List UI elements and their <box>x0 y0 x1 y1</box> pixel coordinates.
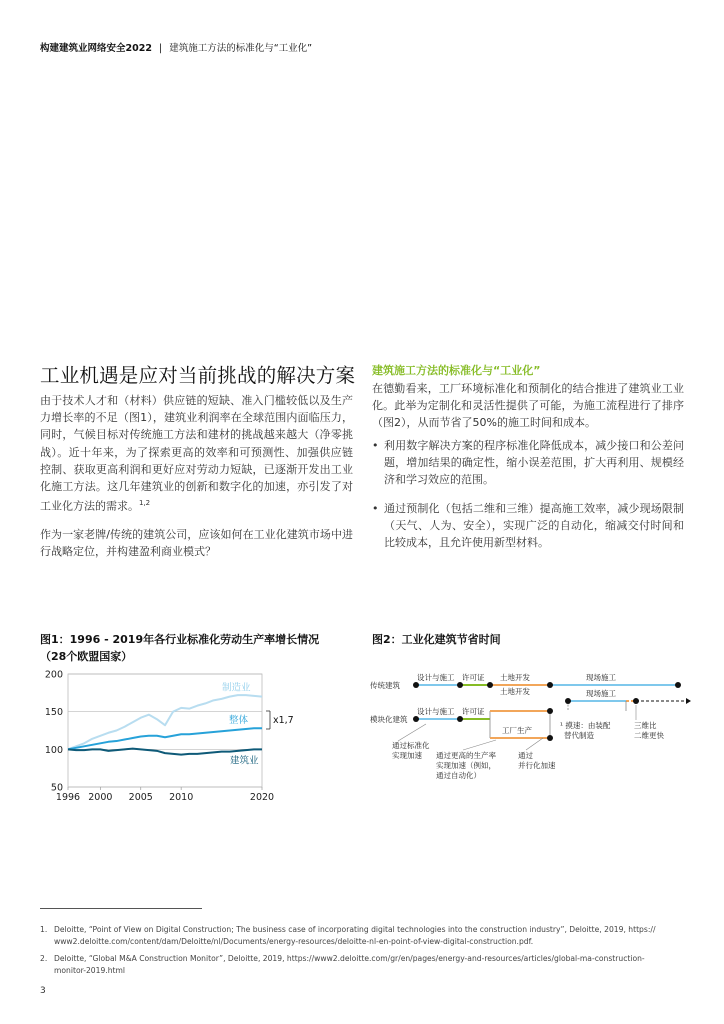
bullet-item: • 利用数字解决方案的程序标准化降低成本，减少接口和公差问题，增加结果的确定性，缩小误差范围，扩大再利用、规模经济和学习效应的范围。 <box>372 437 684 489</box>
ann-3d-line1: 三维比 <box>634 721 657 730</box>
right-bullet-list <box>372 437 684 562</box>
left-paragraph-1-sup: 1,2 <box>139 499 151 508</box>
x-tick-label: 2005 <box>128 792 153 803</box>
x-tick-label: 2010 <box>169 792 194 803</box>
chart-y-ticks <box>45 670 63 794</box>
right-paragraph: 在德勤看来，工厂环境标准化和预制化的结合推进了建筑业工业化。此举为定制化和灵活性提供了可能，为施工流程进行了排序（图2），从而节省了50%的施工时间和成本。 <box>372 382 684 430</box>
y-tick-label: 50 <box>50 782 63 794</box>
timeline-node <box>457 682 463 688</box>
row2-step-design: 设计与施工 <box>417 707 455 716</box>
series-line-2 <box>68 728 262 749</box>
figure1-line-chart <box>30 665 330 805</box>
annotation-3d <box>634 705 664 740</box>
row1-step-site: 现场施工 <box>586 673 616 682</box>
header-section-title: 建筑施工方法的标准化与“工业化” <box>169 43 313 54</box>
row1-label: 传统建筑 <box>370 681 400 690</box>
timeline-node <box>633 698 639 704</box>
ann-production-line3: 通过自动化） <box>436 771 481 780</box>
ann-3d-line2: 二维更快 <box>634 731 664 740</box>
footnote-1-num: 1. <box>40 925 48 934</box>
y-tick-label: 150 <box>44 707 63 719</box>
ann-assembly-line1: ¹ 摸速：由装配 <box>560 721 611 730</box>
running-header <box>40 40 312 54</box>
arrow-icon <box>686 698 691 704</box>
left-paragraph-2: 作为一家老牌/传统的建筑公司，应该如何在工业化建筑市场中进行战略定位，并构建盈利商业模式？ <box>40 528 353 559</box>
x-tick-label: 1996 <box>55 792 81 803</box>
timeline-node <box>413 716 419 722</box>
timeline-node <box>547 735 553 741</box>
footnote-1 <box>40 924 680 949</box>
row1-step-design: 设计与施工 <box>417 673 455 682</box>
ann-parallel-line2: 并行化加速 <box>518 761 556 770</box>
series-label-3: 建筑业 <box>230 755 259 767</box>
series-label-2: 整体 <box>228 714 248 726</box>
left-paragraph-1 <box>40 392 353 515</box>
footnote-2-line1: Deloitte, “Global M&A Construction Monitor”, Deloitte, 2019, https://www2.deloitte.com/gr/en/pages/energy-and-resources/articles/global-ma-construction- <box>54 954 645 963</box>
bullet-item: • 通过预制化（包括二维和三维）提高施工效率，减少现场限制（天气、人为、安全），实现广泛的自动化，缩减交付时间和比较成本，且允许使用新型材料。 <box>372 500 684 552</box>
series-label-1: 制造业 <box>222 682 251 694</box>
header-separator: | <box>158 43 163 54</box>
ann-standard-line2: 实现加速 <box>392 751 422 760</box>
row2-label: 模块化建筑 <box>370 715 408 724</box>
annotation-parallelization <box>518 738 556 770</box>
x-tick-label: 2020 <box>249 792 275 803</box>
timeline-node <box>565 698 571 704</box>
annotation-productivity <box>436 740 496 780</box>
multiplier-bracket <box>266 711 294 729</box>
row2-step-site: 现场施工 <box>586 689 616 698</box>
row1-step-land: 土地开发 <box>500 673 530 682</box>
right-heading: 建筑施工方法的标准化与“工业化” <box>372 364 541 377</box>
multiplier-label: x1,7 <box>273 715 294 726</box>
timeline-node <box>487 682 493 688</box>
figure2-timeline-diagram <box>368 668 698 808</box>
ann-production-line1: 通过更高的生产率 <box>436 751 496 760</box>
annotation-assembly <box>560 720 611 740</box>
timeline-node <box>675 682 681 688</box>
row2-step-factory: 工厂生产 <box>502 726 532 735</box>
left-paragraph-1-text: 由于技术人才和（材料）供应链的短缺、准入门槛较低以及生产力增长率的不足（图1），建筑业利润率在全球范围内面临压力，同时，气候目标对传统施工方法和建材的挑战越来越大（净零挑战）。近十年来，为了探索更高的效率和可预测性、加强供应链控制、获取更高利润和更好应对劳动力短缺，已逐渐开发出工业化施工方法。这几年建筑业的创新和数字化的加速，亦引发了对工业化方法的需求。 <box>40 394 353 513</box>
footnote-divider <box>40 908 202 909</box>
section-heading: 工业机遇是应对当前挑战的解决方案 <box>40 364 356 387</box>
figure1-title <box>40 631 360 665</box>
annotation-standardization <box>392 724 430 760</box>
row2-step-land: 土地开发 <box>500 687 530 696</box>
timeline-node <box>547 708 553 714</box>
ann-parallel-line1: 通过 <box>518 751 533 760</box>
y-tick-label: 200 <box>44 669 63 681</box>
timeline-node <box>547 682 553 688</box>
footnote-2-num: 2. <box>40 954 48 963</box>
ann-assembly-line2: 替代制造 <box>564 731 594 740</box>
footnote-1-line1: Deloitte, “Point of View on Digital Construction; The business case of incorporating digital technologies into the construction industry”, Deloitte, 2019, https:// <box>54 925 656 934</box>
page-number: 3 <box>40 986 46 996</box>
chart-x-ticks <box>56 787 274 803</box>
footnote-2-line2: monitor-2019.html <box>54 966 126 976</box>
timeline-node <box>457 716 463 722</box>
header-doc-title: 构建建筑业网络安全2022 <box>40 43 152 54</box>
row2-step-permit: 许可证 <box>462 707 485 716</box>
figure1-title-line2: （28个欧盟国家） <box>40 650 133 663</box>
timeline-node <box>413 682 419 688</box>
figure2-title: 图2：工业化建筑节省时间 <box>372 633 501 646</box>
x-tick-label: 2000 <box>88 792 113 803</box>
row1-step-permit: 许可证 <box>462 673 485 682</box>
ann-standard-line1: 通过标准化 <box>392 741 430 750</box>
ann-production-line2: 实现加速（例如， <box>436 761 496 770</box>
figure1-title-line1: 图1：1996 - 2019年各行业标准化劳动生产率增长情况 <box>40 633 320 646</box>
footnote-1-line2: www2.deloitte.com/content/dam/Deloitte/nl/Documents/energy-resources/deloitte-nl-en-point-of-view-digital-construction.pdf. <box>54 937 534 947</box>
footnote-2 <box>40 953 680 978</box>
y-tick-label: 100 <box>44 744 63 756</box>
